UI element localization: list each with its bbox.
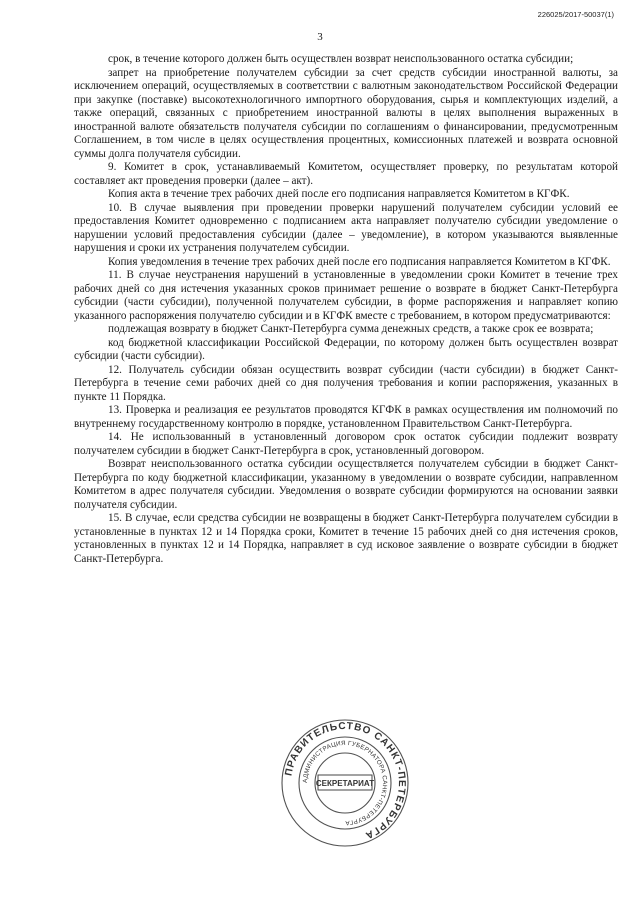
paragraph: 13. Проверка и реализация ее результатов проводятся КГФК в рамках осуществления им полномочий по внутреннему государственному контролю в порядке, установленном Правительством Санкт-Петербурга. — [74, 404, 618, 430]
paragraph: 14. Не использованный в установленный договором срок остаток субсидии подлежит возврату получателем субсидии в бюджет Санкт-Петербурга в срок, установленный договором. — [74, 431, 618, 457]
paragraph: 12. Получатель субсидии обязан осуществить возврат субсидии (части субсидии) в бюджет Санкт-Петербурга в течение семи рабочих дней со дня получения требования и копии распоряжения, указанных в пункте 11 Порядка. — [74, 363, 618, 403]
paragraph: Копия уведомления в течение трех рабочих дней после его подписания направляется Комитетом в КГФК. — [108, 255, 611, 268]
page-number: 3 — [317, 31, 323, 43]
document-id: 226025/2017-50037(1) — [537, 10, 614, 19]
stamp-outer-text: ПРАВИТЕЛЬСТВО САНКТ-ПЕТЕРБУРГА — [283, 720, 408, 841]
paragraph: подлежащая возврату в бюджет Санкт-Петербурга сумма денежных средств, а также срок ее возврата; — [108, 323, 594, 335]
paragraph: 10. В случае выявления при проведении проверки нарушений получателем субсидии условий ее предоставления Комитет одновременно с подписанием акта направляет получателю субсидии уведомление о нарушении условий предоставления субсидии (далее – уведомление), в котором указываются выявленные нарушения и сроки их устранения получателем субсидии. — [74, 201, 618, 254]
paragraph: 11. В случае неустранения нарушений в установленные в уведомлении сроки Комитет в течение трех рабочих дней со дня истечения указанных сроков принимает решение о возврате в бюджет Санкт-Петербурга субсидии (части субсидии), полученной получателем субсидии, в форме распоряжения и направляет копию указанного распоряжения получателю субсидии и в КГФК вместе с требованием, в котором предусматриваются: — [74, 269, 618, 322]
paragraph: 15. В случае, если средства субсидии не возвращены в бюджет Санкт-Петербурга получателем субсидии в установленные в пунктах 12 и 14 Порядка сроки, Комитет в течение 15 рабочих дней со дня истечения сроков, установленных в пунктах 12 и 14 Порядка, направляет в суд исковое заявление о возврате субсидии в бюджет Санкт-Петербурга. — [74, 512, 618, 565]
paragraph: запрет на приобретение получателем субсидии за счет средств субсидии иностранной валюты, за исключением операций, осуществляемых в соответствии с валютным законодательством Российской Федерации при закупке (поставке) высокотехнологичного импортного оборудования, сырья и комплектующих изделий, а также операций, связанных с приобретением иностранной валюты в целях выполнения выраженных в иностранной валюте обязательств получателя субсидии по соглашениям о финансировании, предусмотренным Соглашением, в том числе в целях осуществления процентных, комиссионных платежей и возврата основной суммы долга получателя субсидии. — [74, 66, 618, 160]
stamp-seal-icon — [280, 718, 410, 848]
paragraph: Копия акта в течение трех рабочих дней после его подписания направляется Комитетом в КГФК. — [108, 188, 570, 200]
paragraph: код бюджетной классификации Российской Федерации, по которому должен быть осуществлен возврат субсидии (части субсидии). — [74, 336, 618, 362]
stamp-center-label: СЕКРЕТАРИАТ — [315, 779, 375, 788]
paragraph: 9. Комитет в срок, устанавливаемый Комитетом, осуществляет проверку, по результатам которой составляет акт проведения проверки (далее – акт). — [74, 161, 618, 187]
stamp-inner-text: АДМИНИСТРАЦИЯ ГУБЕРНАТОРА САНКТ-ПЕТЕРБУРГА — [301, 739, 389, 827]
paragraph: срок, в течение которого должен быть осуществлен возврат неиспользованного остатка субсидии; — [108, 53, 574, 65]
document-body — [74, 53, 618, 566]
paragraph: Возврат неиспользованного остатка субсидии осуществляется получателем субсидии в бюджет Санкт-Петербурга по коду бюджетной классификации, указанному в уведомлении о возврате субсидии, направленном Комитетом в адрес получателя субсидии. Уведомления о возврате субсидии формируются на основании заявки получателя субсидии. — [74, 458, 618, 511]
secretariat-stamp — [280, 718, 410, 848]
